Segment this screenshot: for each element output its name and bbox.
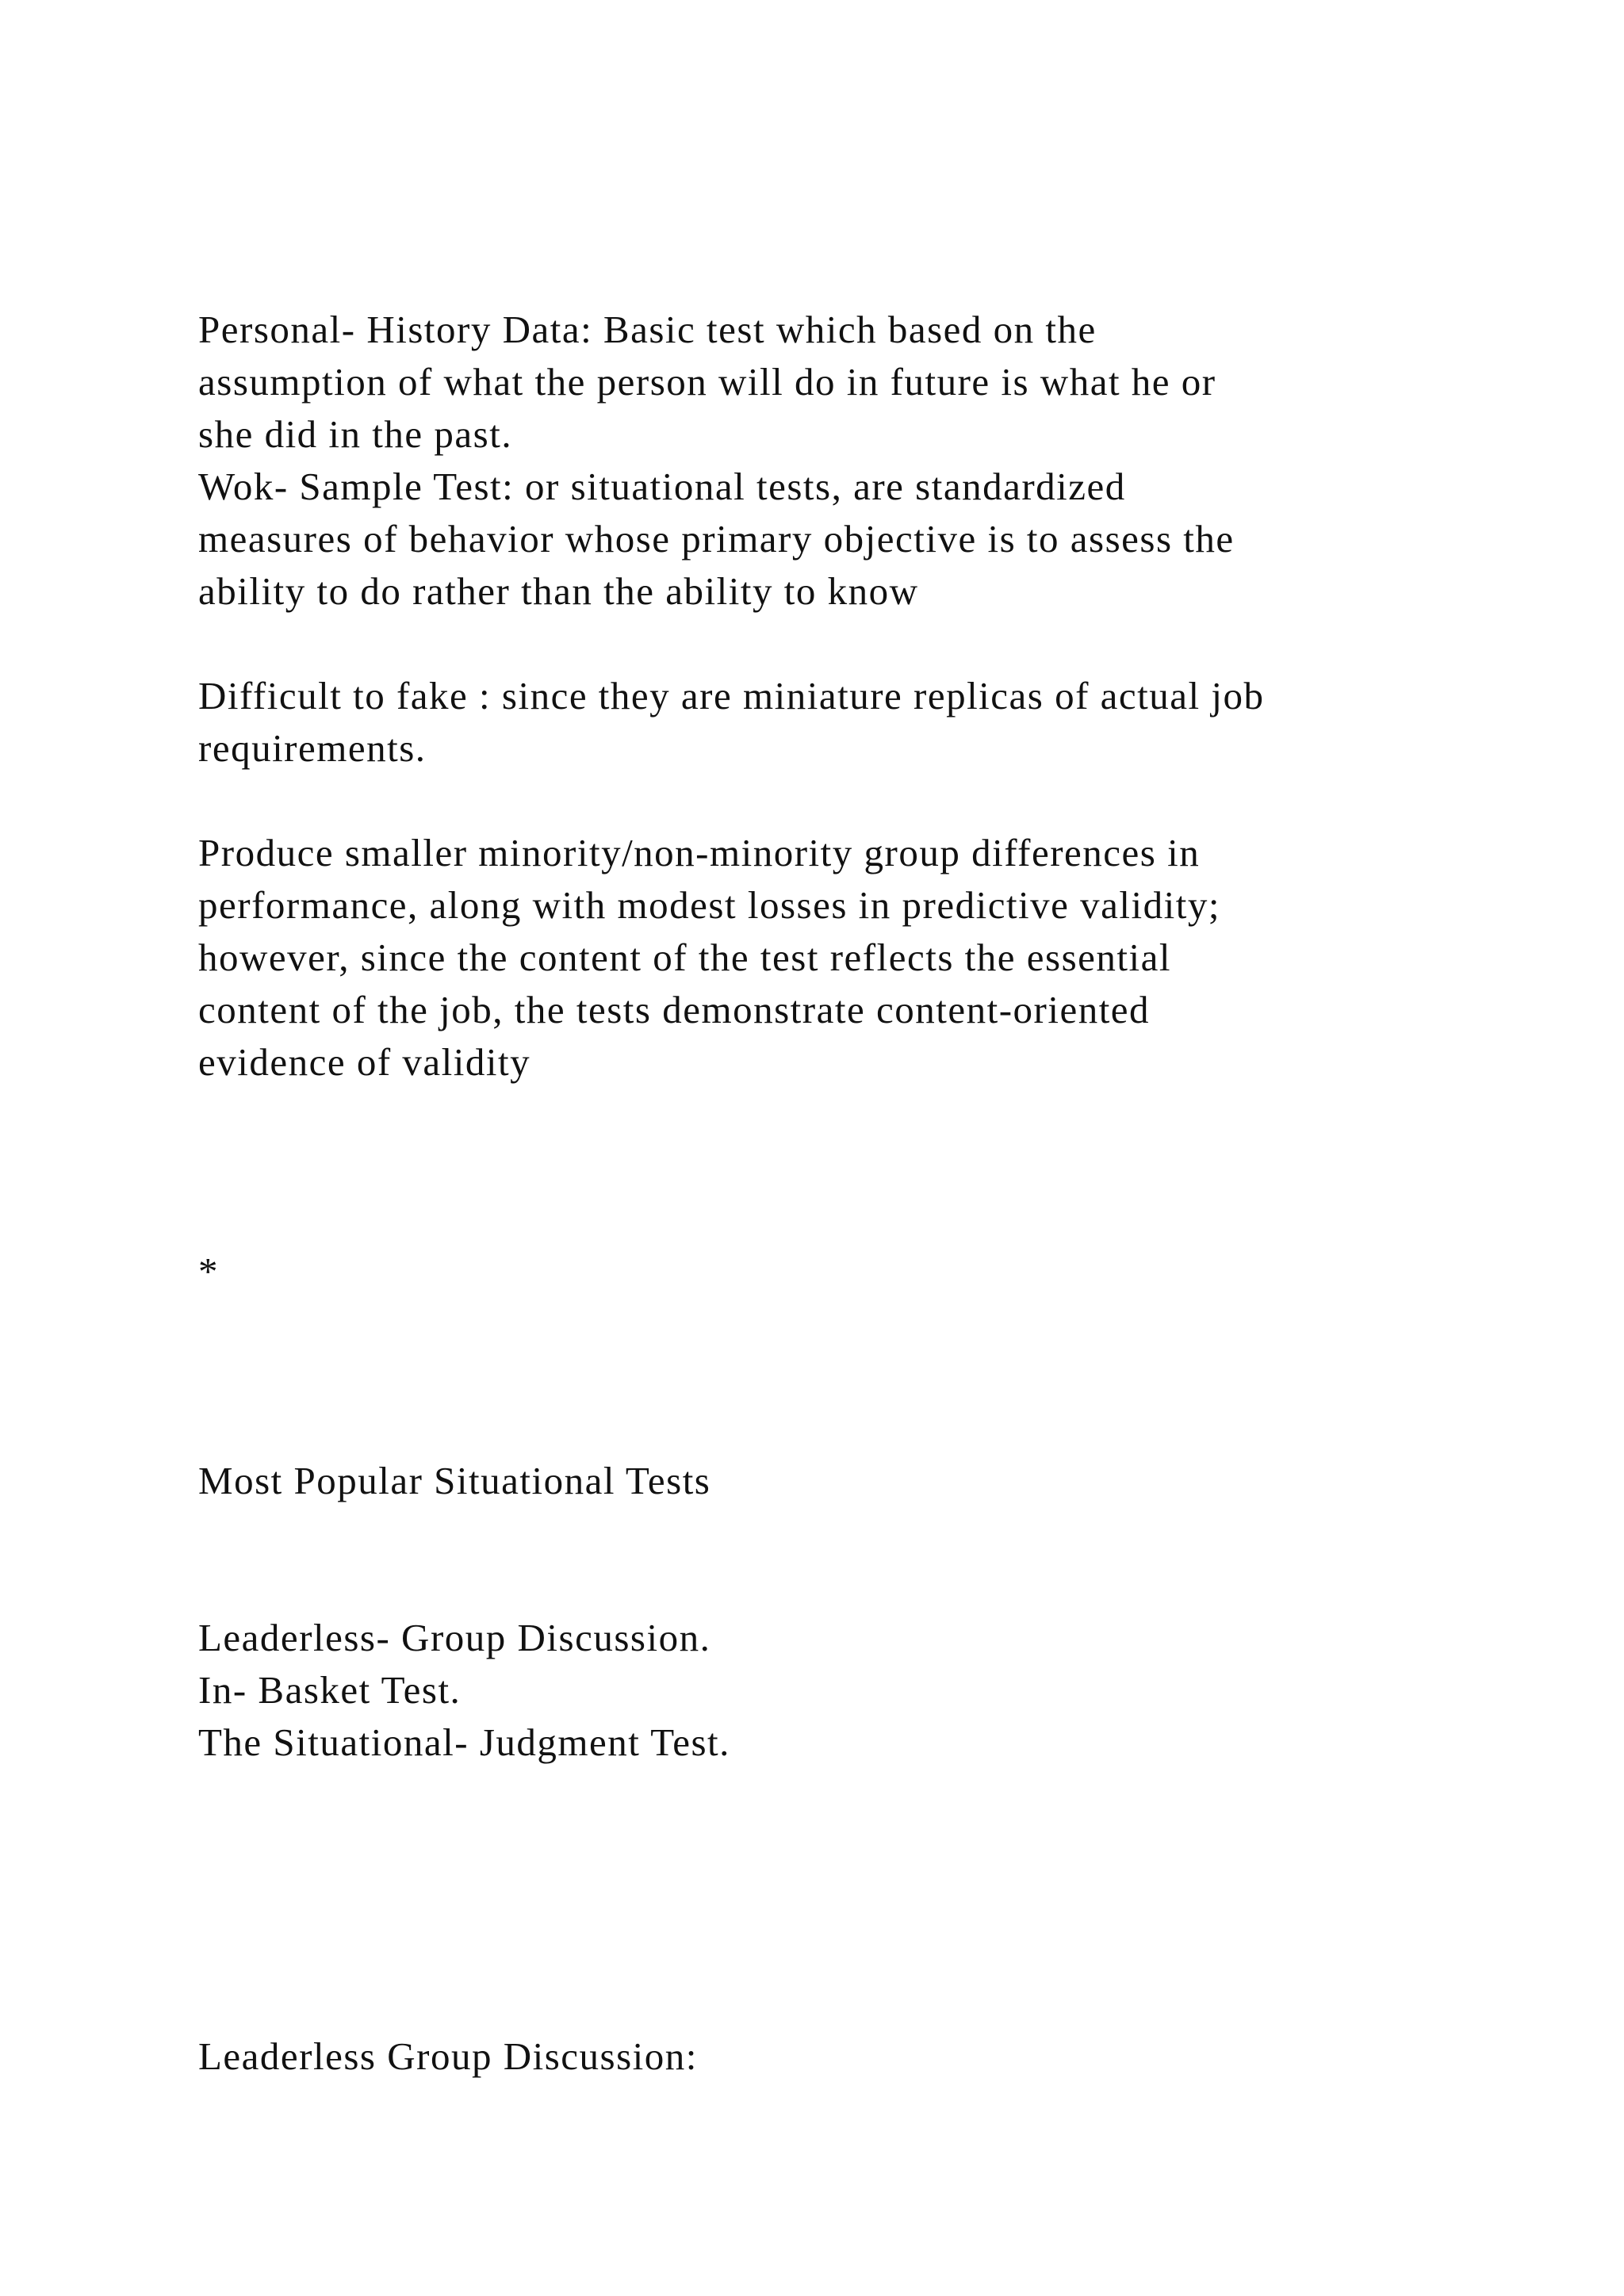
section-heading: Leaderless Group Discussion: (198, 2034, 698, 2078)
text-line: assumption of what the person will do in future is what he or (198, 360, 1216, 404)
list-item: In- Basket Test. (198, 1668, 462, 1712)
text-line: Produce smaller minority/non-minority group differences in (198, 831, 1201, 874)
text-line: measures of behavior whose primary objective is to assess the (198, 517, 1235, 561)
text-line: performance, along with modest losses in predictive validity; (198, 883, 1220, 927)
list-item: The Situational- Judgment Test. (198, 1720, 730, 1764)
asterisk-marker: * (198, 1249, 219, 1293)
text-line: requirements. (198, 726, 427, 770)
text-line: Personal- History Data: Basic test which based on the (198, 308, 1097, 351)
text-line: content of the job, the tests demonstrate content-oriented (198, 988, 1151, 1031)
list-item: Leaderless- Group Discussion. (198, 1616, 711, 1659)
section-heading: Most Popular Situational Tests (198, 1459, 711, 1502)
text-line: evidence of validity (198, 1040, 531, 1084)
text-line: she did in the past. (198, 412, 513, 456)
text-line: however, since the content of the test reflects the essential (198, 936, 1171, 979)
text-line: Difficult to fake : since they are miniature replicas of actual job (198, 674, 1265, 718)
text-line: ability to do rather than the ability to know (198, 569, 919, 613)
text-line: Wok- Sample Test: or situational tests, are standardized (198, 465, 1126, 508)
